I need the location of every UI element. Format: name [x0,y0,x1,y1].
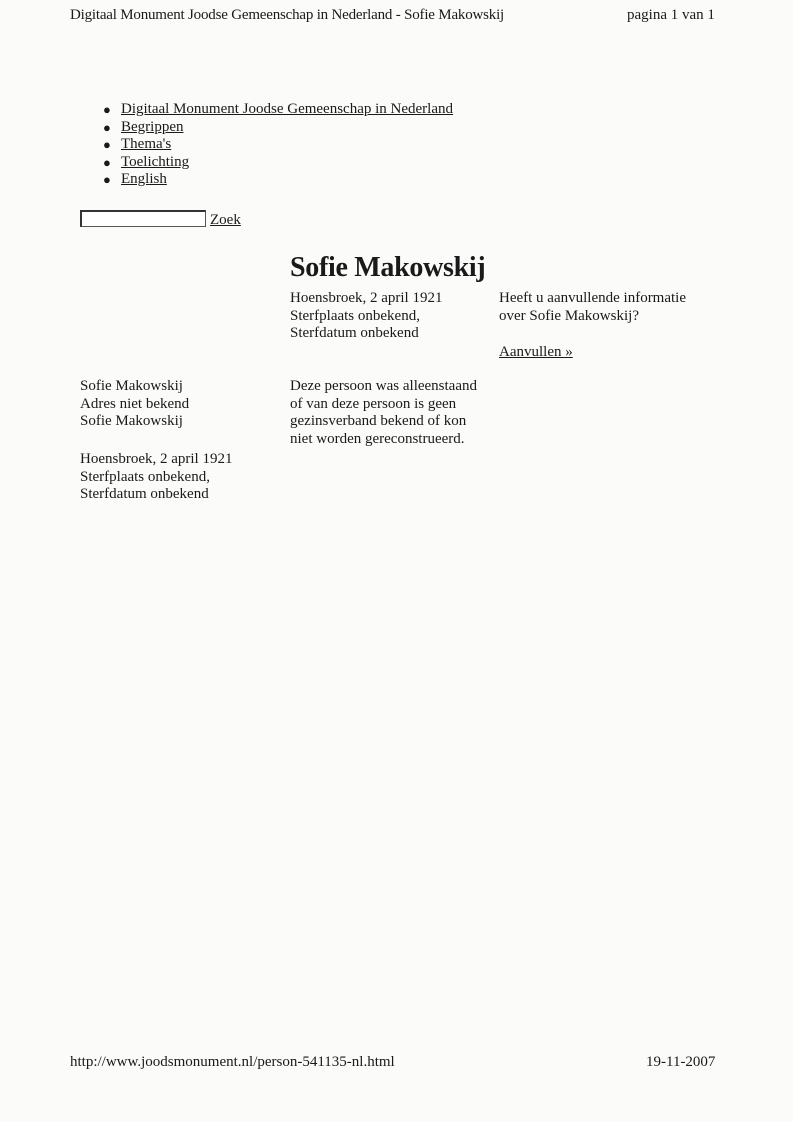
search-input[interactable] [80,210,206,227]
family-line: niet worden gereconstrueerd. [290,430,465,447]
birth-line: Hoensbroek, 2 april 1921 [290,290,443,306]
sidebar-address [80,378,189,431]
extra-info-line: over Sofie Makowskij? [499,307,639,324]
sidebar-address-line: Adres niet bekend [80,395,190,412]
nav-link-english[interactable]: English [121,171,167,188]
nav-item-monument [103,101,453,119]
family-line: gezinsverband bekend of kon [290,413,467,430]
nav-item-toelichting [103,154,453,172]
main-navigation [103,101,453,189]
death-date-line: Sterfdatum onbekend [290,325,419,342]
bullet-icon: ● [103,137,111,153]
family-line: Deze persoon was alleenstaand [290,378,478,394]
sidebar-name: Sofie Makowskij [80,378,183,394]
death-place-line: Sterfplaats onbekend, [290,307,420,324]
print-header-title: Digitaal Monument Joodse Gemeenschap in Nederland - Sofie Makowskij [70,7,505,23]
print-footer-url: http://www.joodsmonument.nl/person-541135-nl.html [70,1054,395,1070]
print-header-page-count: pagina 1 van 1 [627,7,715,23]
person-name-heading: Sofie Makowskij [290,252,486,283]
nav-link-themas[interactable]: Thema's [121,136,172,153]
bullet-icon: ● [103,102,111,117]
sidebar-death-date-line: Sterfdatum onbekend [80,486,209,503]
bullet-icon: ● [103,172,111,188]
bullet-icon: ● [103,154,111,170]
search-button[interactable]: Zoek [210,212,241,228]
extra-info-prompt [499,290,686,325]
bullet-icon: ● [103,119,111,135]
family-info [290,378,477,448]
nav-link-monument[interactable]: Digitaal Monument Joodse Gemeenschap in Nederland [121,101,453,117]
sidebar-name: Sofie Makowskij [80,413,183,430]
nav-link-begrippen[interactable]: Begrippen [121,118,184,135]
nav-link-toelichting[interactable]: Toelichting [121,153,190,170]
sidebar-birth-line: Hoensbroek, 2 april 1921 [80,451,233,467]
nav-item-themas [103,136,453,154]
aanvullen-link[interactable]: Aanvullen » [499,344,573,360]
person-birth-info [290,290,442,343]
nav-item-english [103,171,453,189]
nav-item-begrippen [103,119,453,137]
sidebar-death-place-line: Sterfplaats onbekend, [80,468,210,485]
sidebar-birth-info [80,451,232,504]
print-footer-date: 19-11-2007 [646,1054,716,1070]
family-line: of van deze persoon is geen [290,395,457,412]
extra-info-line: Heeft u aanvullende informatie [499,290,687,306]
